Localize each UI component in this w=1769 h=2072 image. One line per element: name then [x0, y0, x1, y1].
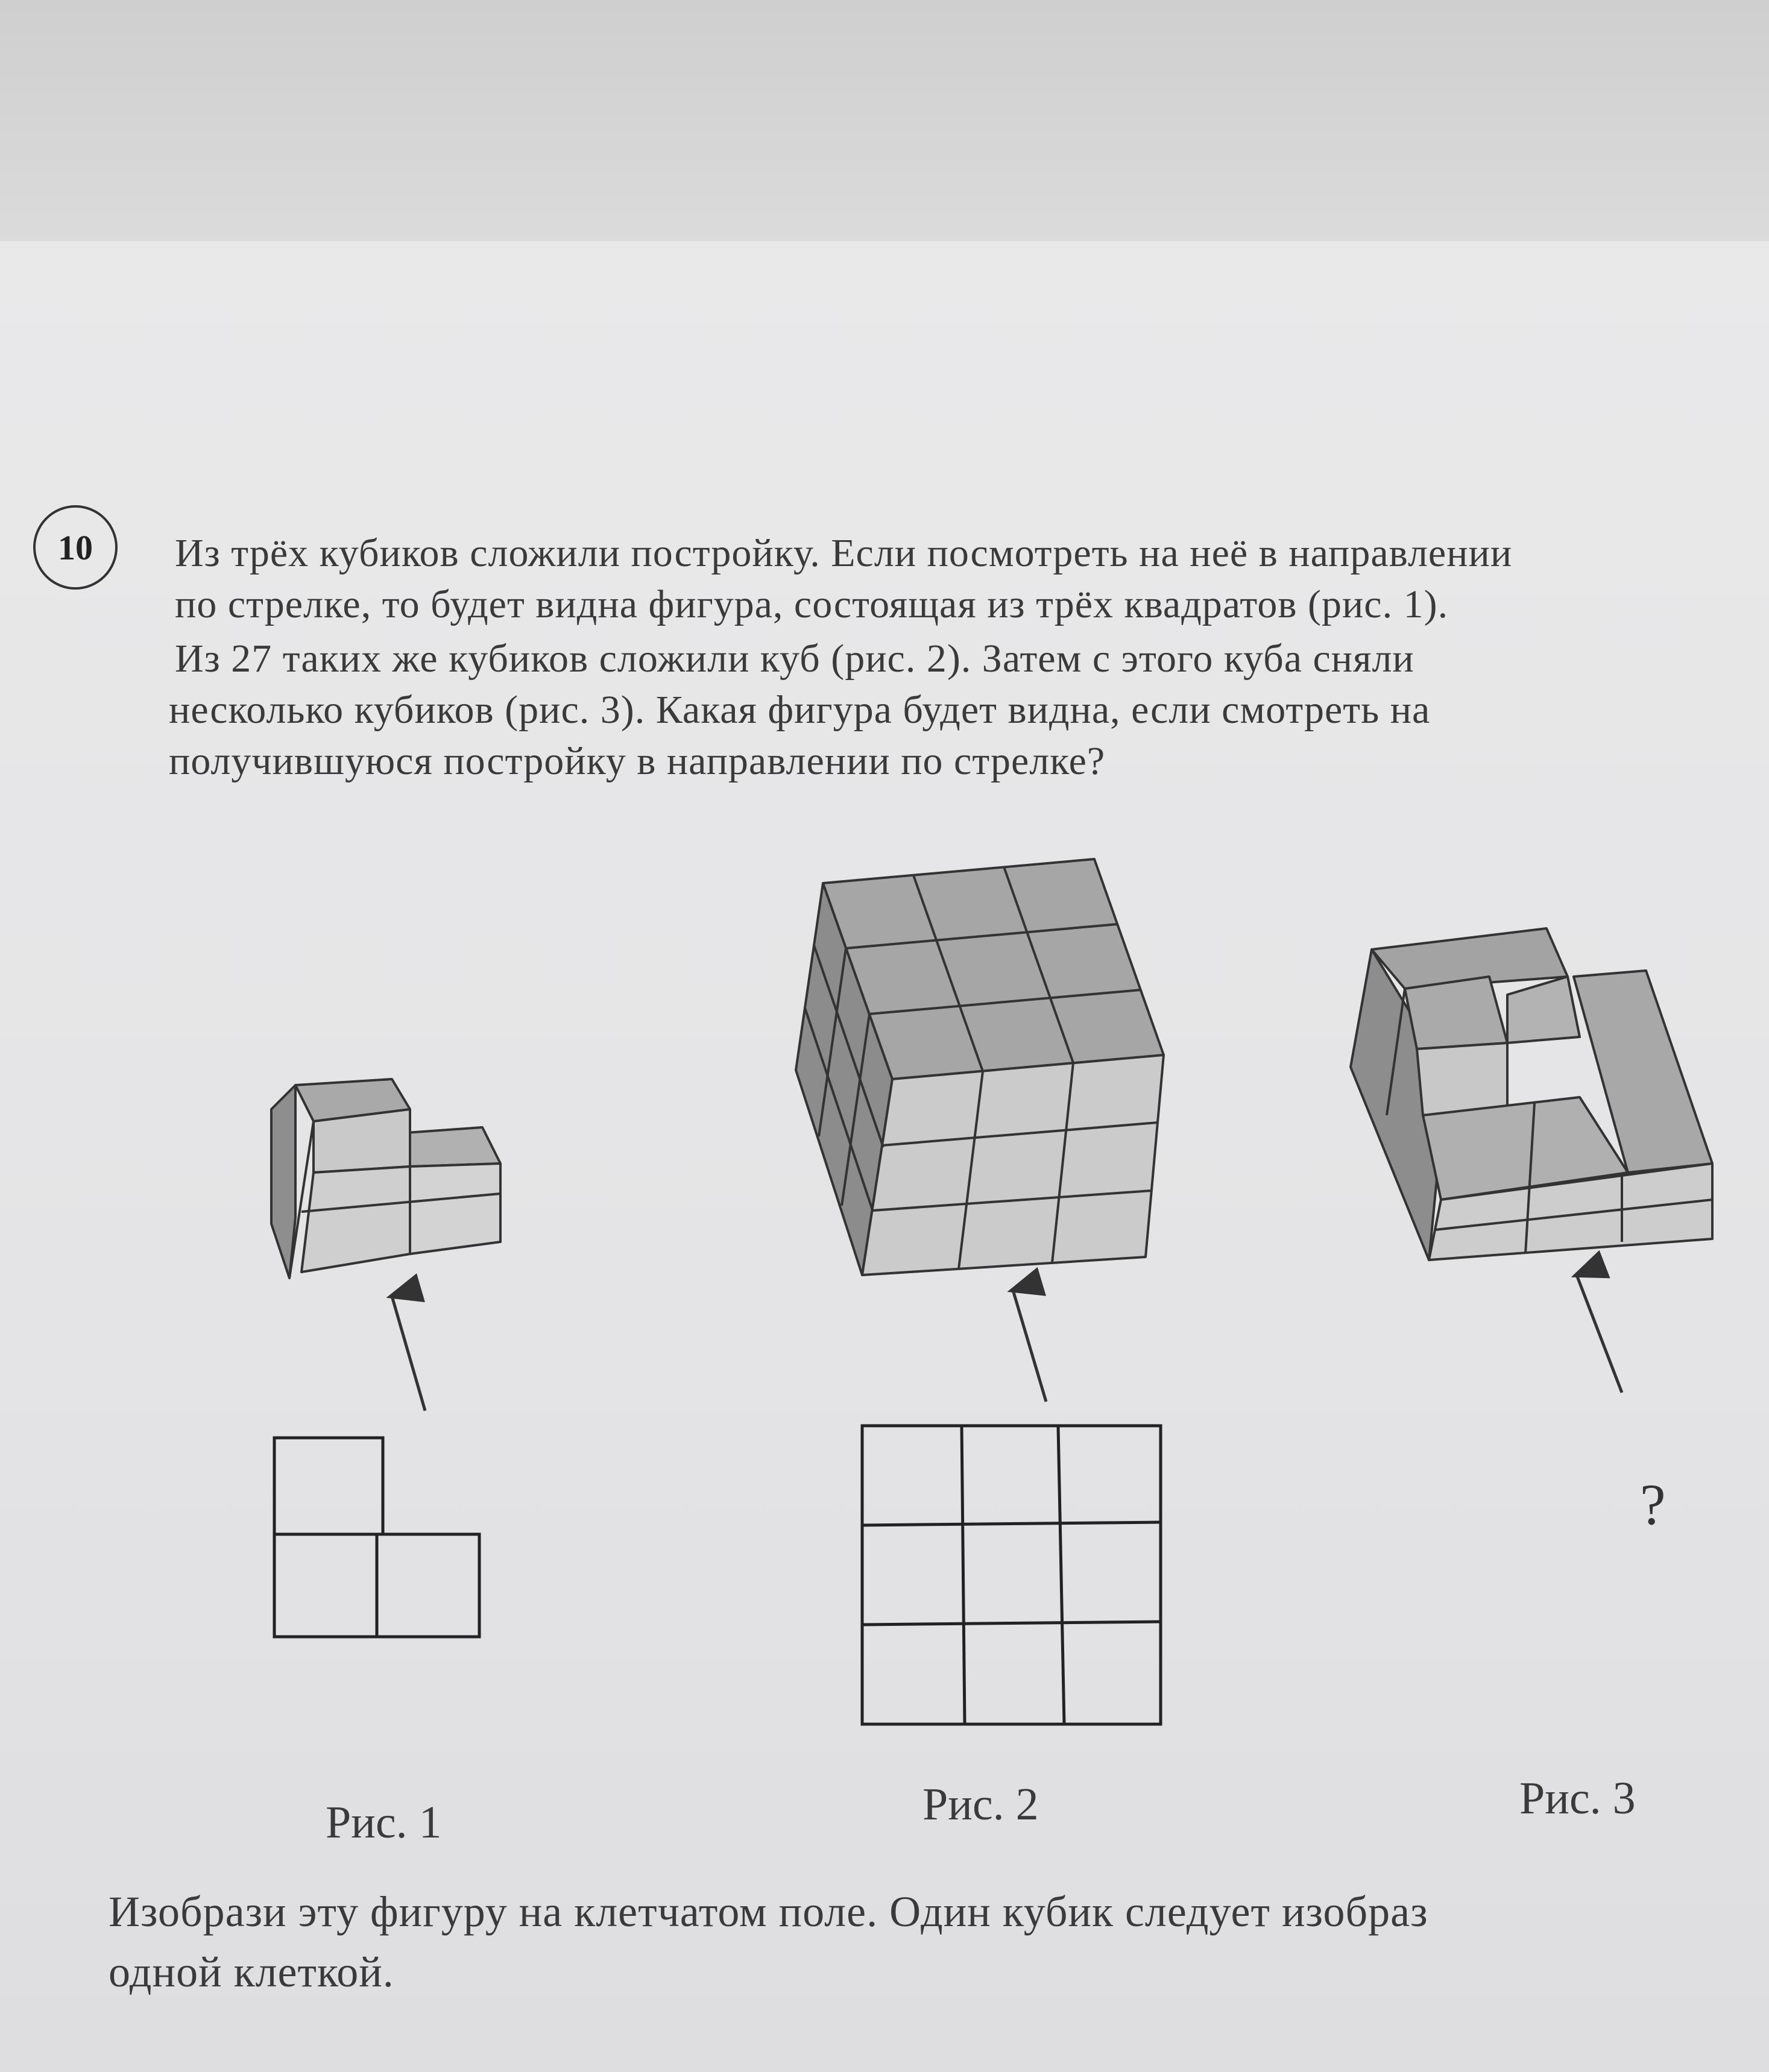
fig3-arrow	[1577, 1275, 1622, 1393]
instruction-line-1: Изобрази эту фигуру на клетчатом поле. Один кубик следует изобраз	[109, 1888, 1428, 1936]
task-number: 10	[58, 527, 93, 567]
task-text-line-5: получившуюся постройку в направлении по стрелке?	[169, 739, 1106, 783]
fig2-caption: Рис. 2	[922, 1779, 1039, 1830]
fig1-cubes	[271, 1079, 500, 1278]
fig3-question-mark: ?	[1640, 1472, 1666, 1537]
fig3-structure	[1351, 928, 1712, 1260]
task-text-line-3: Из 27 таких же кубиков сложили куб (рис. 2). Затем с этого куба сняли	[175, 637, 1414, 681]
task-text-line-1: Из трёх кубиков сложили постройку. Если посмотреть на неё в направлении	[175, 531, 1513, 575]
task-text-line-2: по стрелке, то будет видна фигура, состоящая из трёх квадратов (рис. 1).	[175, 582, 1449, 626]
fig1-arrow	[392, 1296, 425, 1411]
fig1-view-grid	[274, 1438, 479, 1637]
fig2-cube	[796, 859, 1164, 1275]
fig1-caption: Рис. 1	[326, 1797, 442, 1848]
fig2-arrow	[1013, 1290, 1046, 1402]
fig2-view-grid	[862, 1426, 1161, 1724]
fig3-caption: Рис. 3	[1519, 1773, 1636, 1824]
instruction-line-2: одной клеткой.	[109, 1948, 394, 1996]
task-text-line-4: несколько кубиков (рис. 3). Какая фигура будет видна, если смотреть на	[169, 688, 1431, 732]
